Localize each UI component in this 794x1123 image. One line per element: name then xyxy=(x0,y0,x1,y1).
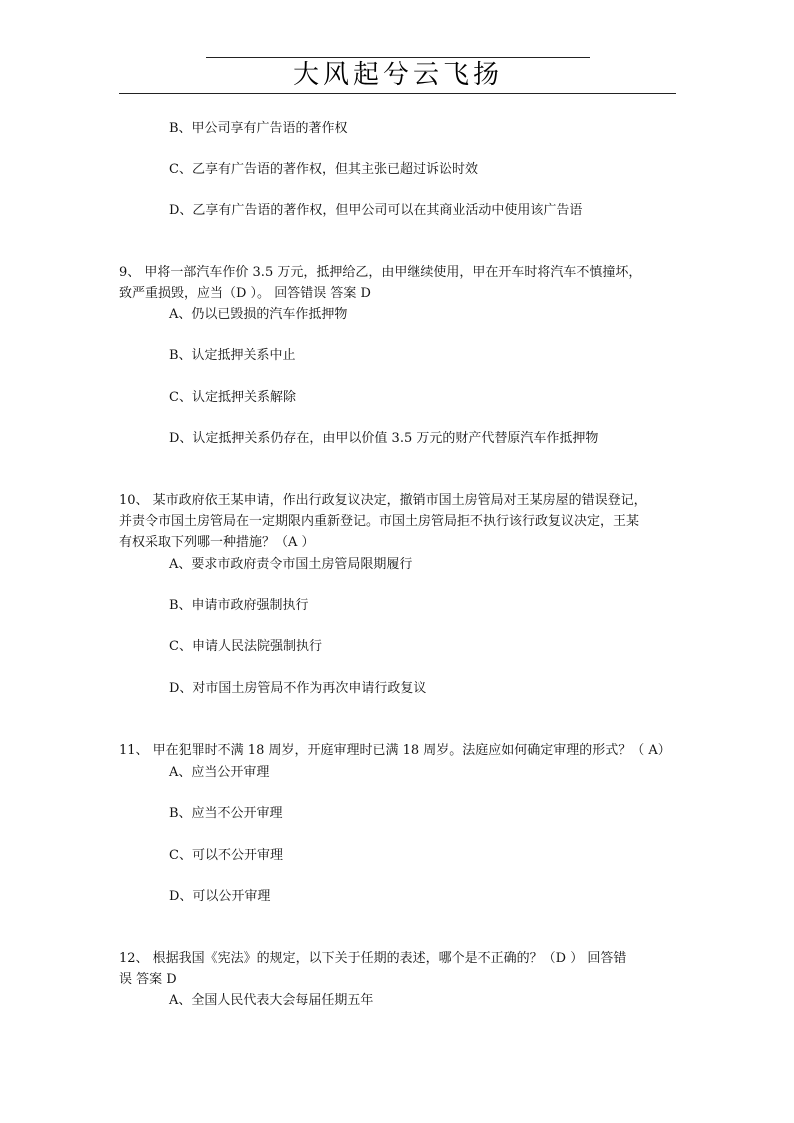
q11-option-c: C、可以不公开审理 xyxy=(169,848,283,863)
q12-stem-line1: 12、 根据我国《宪法》的规定，以下关于任期的表述，哪个是不正确的？（D ） 回答错 xyxy=(119,951,627,966)
q10-stem-line1: 10、 某市政府依王某申请，作出行政复议决定，撤销市国土房管局对王某房屋的错误登记， xyxy=(119,493,647,508)
q10-stem-line3: 有权采取下列哪一种措施？（A ） xyxy=(119,535,315,550)
q12-stem-line2: 误 答案 D xyxy=(119,972,177,987)
q10-option-d: D、对市国土房管局不作为再次申请行政复议 xyxy=(169,681,427,696)
q12-option-a: A、全国人民代表大会每届任期五年 xyxy=(169,993,374,1008)
q8-option-d: D、乙享有广告语的著作权，但甲公司可以在其商业活动中使用该广告语 xyxy=(169,203,583,218)
q9-option-c: C、认定抵押关系解除 xyxy=(169,390,296,405)
q9-stem-line2: 致严重损毁，应当（D ）。 回答错误 答案 D xyxy=(119,286,371,301)
q11-option-a: A、应当公开审理 xyxy=(169,765,270,780)
q11-option-b: B、应当不公开审理 xyxy=(169,806,283,821)
q10-stem-line2: 并责令市国土房管局在一定期限内重新登记。市国土房管局拒不执行该行政复议决定，王某 xyxy=(119,514,640,529)
q11-option-d: D、可以公开审理 xyxy=(169,889,271,904)
q8-option-b: B、甲公司享有广告语的著作权 xyxy=(169,121,348,136)
q9-option-a: A、仍以已毁损的汽车作抵押物 xyxy=(169,307,348,322)
q10-option-b: B、申请市政府强制执行 xyxy=(169,598,309,613)
q11-stem-line1: 11、 甲在犯罪时不满 18 周岁，开庭审理时已满 18 周岁。法庭应如何确定审理的形式？（ A） xyxy=(119,743,671,758)
q9-option-b: B、认定抵押关系中止 xyxy=(169,348,296,363)
q10-option-c: C、申请人民法院强制执行 xyxy=(169,639,322,654)
q9-stem-line1: 9、 甲将一部汽车作价 3.5 万元，抵押给乙，由甲继续使用，甲在开车时将汽车不慎撞坏， xyxy=(119,265,642,280)
page-header-title: 大风起兮云飞扬 xyxy=(292,60,503,90)
q9-option-d: D、认定抵押关系仍存在，由甲以价值 3.5 万元的财产代替原汽车作抵押物 xyxy=(169,431,599,446)
q10-option-a: A、要求市政府责令市国土房管局限期履行 xyxy=(169,557,413,572)
header-rule-top xyxy=(206,57,590,58)
header-rule-bottom xyxy=(119,93,676,94)
q8-option-c: C、乙享有广告语的著作权，但其主张已超过诉讼时效 xyxy=(169,162,478,177)
